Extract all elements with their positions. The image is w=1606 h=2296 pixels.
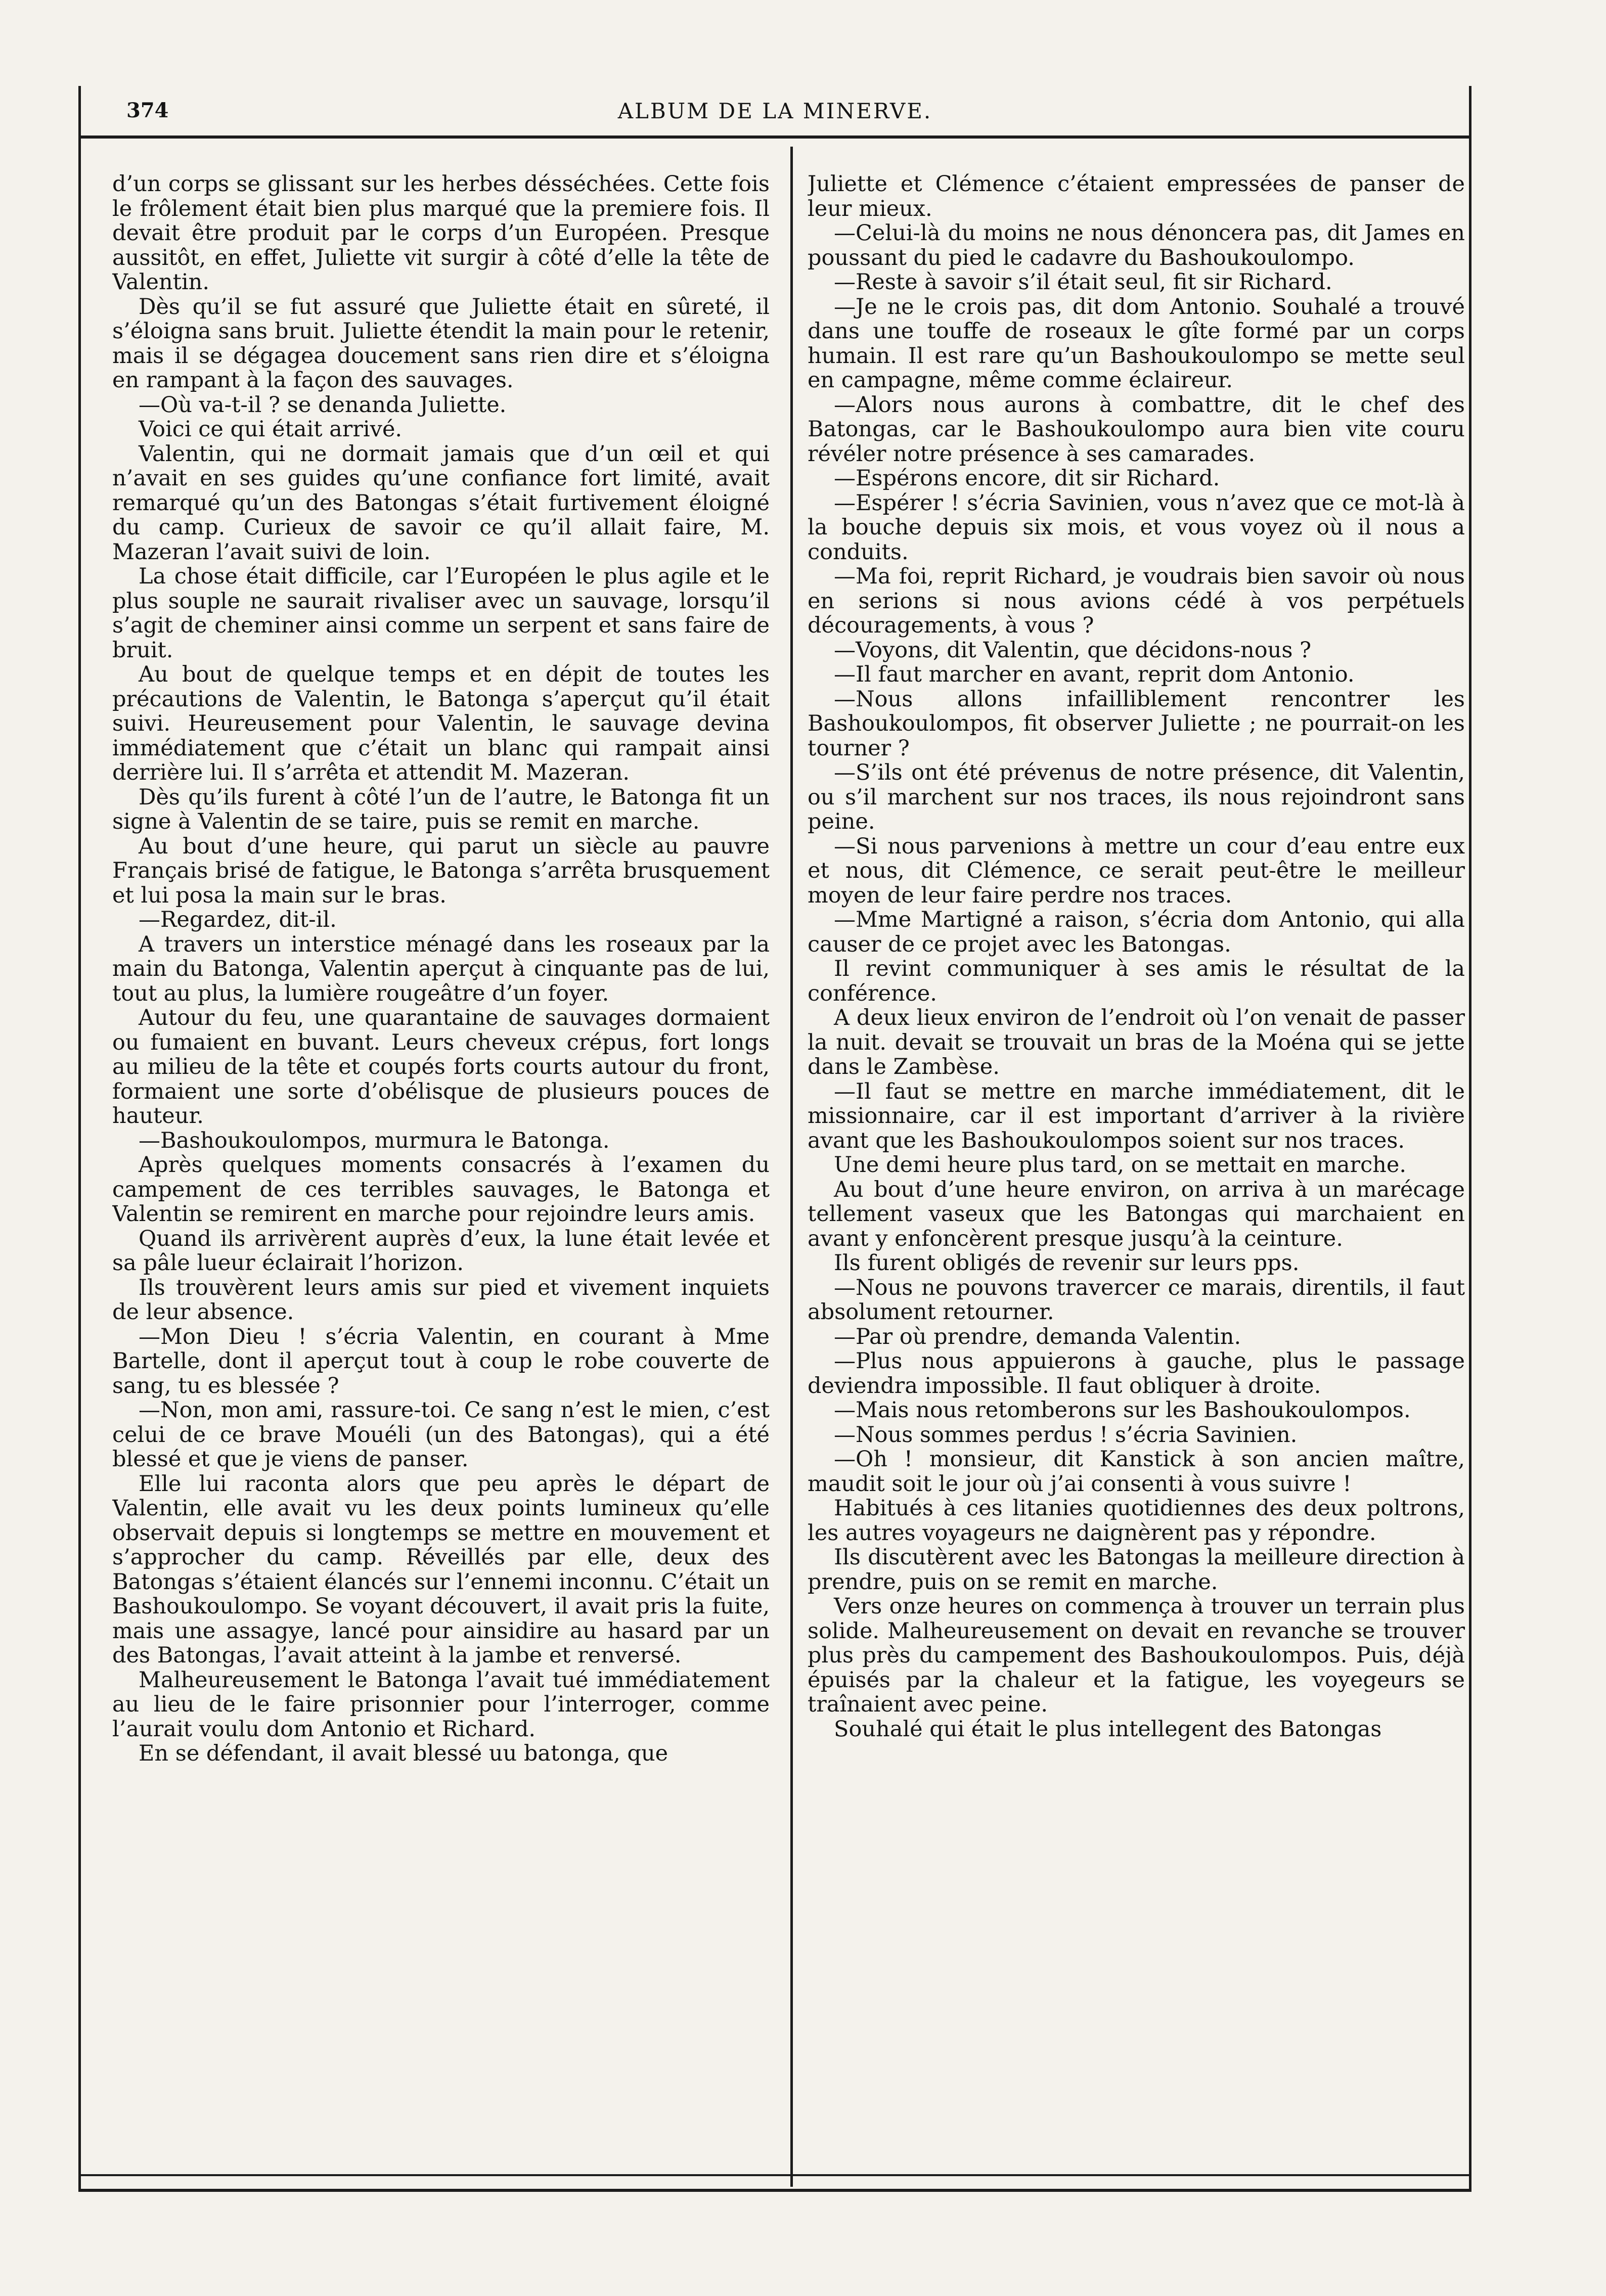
paragraph: —S’ils ont été prévenus de notre présence, dit Valentin, ou s’il marchent sur nos traces, ils nous rejoindront sans peine. [808, 760, 1465, 834]
paragraph: Habitués à ces litanies quotidiennes des deux poltrons, les autres voyageurs ne daignèrent pas y répondre. [808, 1496, 1465, 1546]
paragraph: Valentin, qui ne dormait jamais que d’un œil et qui n’avait en ses guides qu’une confiance fort limité, avait remarqué qu’un des Batongas s’était furtivement éloigné du camp. Curieux de savoir ce qu’il allait faire, M. Mazeran l’avait suivi de loin. [112, 441, 770, 565]
right-column [808, 172, 1465, 2174]
paragraph: —Mme Martigné a raison, s’écria dom Antonio, qui alla causer de ce projet avec les Batongas. [808, 907, 1465, 957]
paragraph: Il revint communiquer à ses amis le résultat de la conférence. [808, 956, 1465, 1006]
paragraph: —Il faut se mettre en marche immédiatement, dit le missionnaire, car il est important d’arriver à la rivière avant que les Bashoukoulompos soient sur nos traces. [808, 1078, 1465, 1153]
paragraph: Ils furent obligés de revenir sur leurs pps. [834, 1250, 1300, 1276]
paragraph: Ils trouvèrent leurs amis sur pied et vivement inquiets de leur absence. [112, 1275, 770, 1325]
paragraph: Après quelques moments consacrés à l’examen du campement de ces terribles sauvages, le Batonga et Valentin se remirent en marche pour rejoindre leurs amis. [112, 1152, 770, 1227]
bottom-rule [78, 2174, 1471, 2176]
paragraph: —Je ne le crois pas, dit dom Antonio. Souhalé a trouvé dans une touffe de roseaux le gîte formé par un corps humain. Il est rare qu’un Bashoukoulompo se mette seul en campagne, même comme éclaireur. [808, 294, 1465, 393]
page-number: 374 [126, 99, 169, 122]
header-rule [78, 136, 1471, 139]
paragraph: —Voyons, dit Valentin, que décidons-nous ? [834, 637, 1312, 663]
paragraph: Souhalé qui était le plus intellegent des Batongas [834, 1716, 1382, 1742]
paragraph: Voici ce qui était arrivé. [139, 417, 403, 442]
paragraph: Une demi heure plus tard, on se mettait en marche. [834, 1152, 1406, 1178]
paragraph: —Oh ! monsieur, dit Kanstick à son ancien maître, maudit soit le jour où j’ai consenti à vous suivre ! [808, 1447, 1465, 1497]
paragraph: —Où va-t-il ? se denanda Juliette. [139, 392, 507, 418]
paragraph: —Regardez, dit-il. [139, 907, 337, 932]
paragraph: d’un corps se glissant sur les herbes désséchées. Cette fois le frôlement était bien plus marqué que la premiere fois. Il devait être produit par le corps d’un Européen. Presque aussitôt, en effet, Juliette vit surgir à côté d’elle la tête de Valentin. [112, 172, 770, 295]
paragraph: —Par où prendre, demanda Valentin. [834, 1324, 1241, 1349]
paragraph: —Alors nous aurons à combattre, dit le chef des Batongas, car le Bashoukoulompo aura bien vite couru révéler notre présence à ses camarades. [808, 392, 1465, 467]
paragraph: —Bashoukoulompos, murmura le Batonga. [139, 1128, 610, 1153]
paragraph: —Il faut marcher en avant, reprit dom Antonio. [834, 662, 1355, 687]
paragraph: A travers un interstice ménagé dans les roseaux par la main du Batonga, Valentin aperçut à cinquante pas de lui, tout au plus, la lumière rougeâtre d’un foyer. [112, 931, 770, 1006]
paragraph: A deux lieux environ de l’endroit où l’on venait de passer la nuit. devait se trouvait un bras de la Moéna qui se jette dans le Zambèse. [808, 1005, 1465, 1079]
paragraph: Malheureusement le Batonga l’avait tué immédiatement au lieu de le faire prisonnier pour l’interroger, comme l’aurait voulu dom Antonio et Richard. [112, 1667, 770, 1742]
paragraph: Juliette et Clémence c’étaient empressées de panser de leur mieux. [808, 172, 1465, 221]
paragraph: —Si nous parvenions à mettre un cour d’eau entre eux et nous, dit Clémence, ce serait peut-être le meilleur moyen de leur faire perdre nos traces. [808, 833, 1465, 908]
paragraph: Au bout d’une heure environ, on arriva à un marécage tellement vaseux que les Batongas qui marchaient en avant y enfoncèrent presque jusqu’à la ceinture. [808, 1177, 1465, 1251]
paragraph: —Nous ne pouvons travercer ce marais, direntils, il faut absolument retourner. [808, 1275, 1465, 1325]
paragraph: —Nous sommes perdus ! s’écria Savinien. [834, 1422, 1298, 1448]
paragraph: La chose était difficile, car l’Européen le plus agile et le plus souple ne saurait rivaliser avec un sauvage, lorsqu’il s’agit de cheminer ainsi comme un serpent et sans faire de bruit. [112, 564, 770, 663]
paragraph: Vers onze heures on commença à trouver un terrain plus solide. Malheureusement on devait en revanche se trouver plus près du campement des Bashoukoulompos. Puis, déjà épuisés par la chaleur et la fatigue, les voyegeurs se traînaient avec peine. [808, 1594, 1465, 1717]
paragraph: —Espérer ! s’écria Savinien, vous n’avez que ce mot-là à la bouche depuis six mois, et vous voyez où il nous a conduits. [808, 490, 1465, 565]
page-header [78, 94, 1471, 134]
paragraph: —Espérons encore, dit sir Richard. [834, 466, 1220, 491]
left-column [112, 172, 770, 2174]
paragraph: —Mon Dieu ! s’écria Valentin, en courant à Mme Bartelle, dont il aperçut tout à coup le robe couverte de sang, tu es blessée ? [112, 1324, 770, 1399]
paragraph: —Plus nous appuierons à gauche, plus le passage deviendra impossible. Il faut obliquer à droite. [808, 1348, 1465, 1399]
paragraph: Dès qu’ils furent à côté l’un de l’autre, le Batonga fit un signe à Valentin de se taire, puis se remit en marche. [112, 784, 770, 834]
paragraph: —Ma foi, reprit Richard, je voudrais bien savoir où nous en serions si nous avions cédé à vos perpétuels découragements, à vous ? [808, 564, 1465, 638]
paragraph: —Nous allons infailliblement rencontrer les Bashoukoulompos, fit observer Juliette ; ne pourrait-on les tourner ? [808, 686, 1465, 761]
paragraph: Au bout d’une heure, qui parut un siècle au pauvre Français brisé de fatigue, le Batonga s’arrêta brusquement et lui posa la main sur le bras. [112, 833, 770, 908]
column-divider [790, 147, 793, 2187]
paragraph: Autour du feu, une quarantaine de sauvages dormaient ou fumaient en buvant. Leurs cheveux crépus, fort longs au milieu de la tête et coupés forts courts autour du front, formaient une sorte d’obélisque de plusieurs pouces de hauteur. [112, 1005, 770, 1129]
paragraph: Dès qu’il se fut assuré que Juliette était en sûreté, il s’éloigna sans bruit. Juliette étendit la main pour le retenir, mais il se dégagea doucement sans rien dire et s’éloigna en rampant à la façon des sauvages. [112, 294, 770, 393]
paragraph: Elle lui raconta alors que peu après le départ de Valentin, elle avait vu les deux points lumineux qu’elle observait depuis si longtemps se mettre en mouvement et s’approcher du camp. Réveillés par elle, deux des Batongas s’étaient élancés sur l’ennemi inconnu. C’était un Bashoukoulompo. Se voyant découvert, il avait pris la fuite, mais une assagye, lancé pour ainsidire au hasard par un des Batongas, l’avait atteint à la jambe et renversé. [112, 1471, 770, 1668]
paragraph: —Celui-là du moins ne nous dénoncera pas, dit James en poussant du pied le cadavre du Bashoukoulompo. [808, 220, 1465, 271]
paragraph: Au bout de quelque temps et en dépit de toutes les précautions de Valentin, le Batonga s’aperçut qu’il était suivi. Heureusement pour Valentin, le sauvage devina immédiatement que c’était un blanc qui rampait ainsi derrière lui. Il s’arrêta et attendit M. Mazeran. [112, 662, 770, 785]
paragraph: Ils discutèrent avec les Batongas la meilleure direction à prendre, puis on se remit en marche. [808, 1545, 1465, 1595]
paragraph: Quand ils arrivèrent auprès d’eux, la lune était levée et sa pâle lueur éclairait l’horizon. [112, 1226, 770, 1276]
paragraph: En se défendant, il avait blessé uu batonga, que [139, 1741, 668, 1766]
paragraph: —Mais nous retomberons sur les Bashoukoulompos. [834, 1398, 1411, 1423]
paragraph: —Non, mon ami, rassure-toi. Ce sang n’est le mien, c’est celui de ce brave Mouéli (un des Batongas), qui a été blessé et que je viens de panser. [112, 1398, 770, 1472]
running-title: ALBUM DE LA MINERVE. [617, 99, 932, 123]
paragraph: —Reste à savoir s’il était seul, fit sir Richard. [834, 269, 1332, 295]
